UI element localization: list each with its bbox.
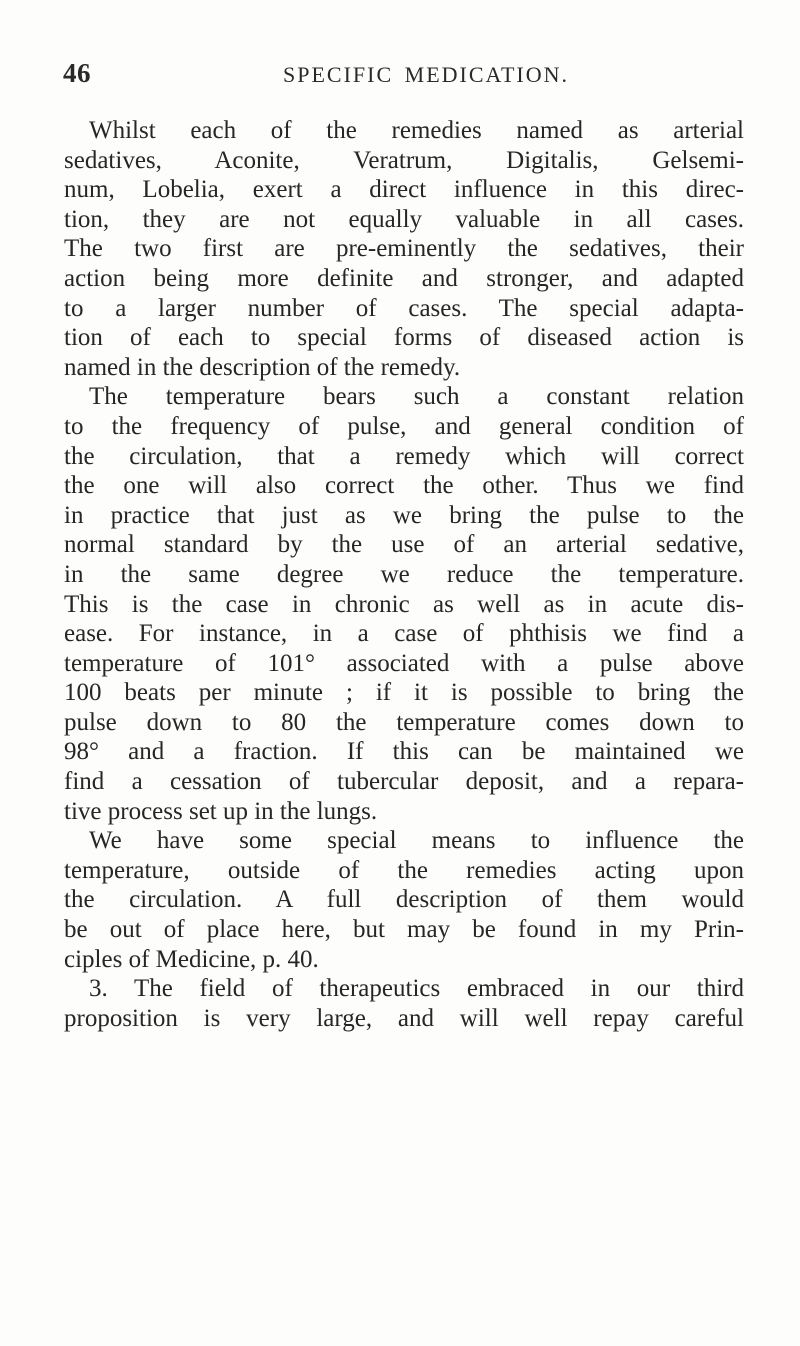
text-line: The temperature bears such a constant relation [89, 383, 744, 411]
text-line: This is the case in chronic as well as in acute dis- [64, 590, 744, 618]
text-line: normal standard by the use of an arterial sedative, [64, 531, 744, 559]
text-line: tion of each to special forms of diseased action is [64, 324, 744, 352]
page-number: 46 [63, 58, 91, 88]
text-line: pulse down to 80 the temperature comes down to [64, 708, 744, 736]
text-line: ciples of Medicine, p. 40. [64, 945, 319, 973]
text-line: sedatives, Aconite, Veratrum, Digitalis, Gelsemi- [64, 146, 744, 174]
body-text [64, 116, 744, 1033]
text-line: 98° and a fraction. If this can be maintained we [64, 738, 744, 766]
text-line: to the frequency of pulse, and general condition of [64, 412, 744, 440]
text-line: be out of place here, but may be found in my Prin- [64, 916, 744, 944]
text-line: find a cessation of tubercular deposit, and a repara- [64, 768, 744, 796]
text-line: tive process set up in the lungs. [64, 797, 378, 825]
text-line: ease. For instance, in a case of phthisis we find a [64, 620, 744, 648]
running-head: SPECIFIC MEDICATION. [283, 62, 570, 87]
page-header [63, 58, 737, 98]
text-line: num, Lobelia, exert a direct influence in this direc- [64, 176, 744, 204]
text-line: 100 beats per minute ; if it is possible to bring the [64, 679, 744, 707]
text-line: The two first are pre-eminently the sedatives, their [64, 235, 744, 263]
text-line: We have some special means to influence the [89, 827, 744, 855]
text-line: action being more definite and stronger, and adapted [64, 264, 744, 292]
text-line: in practice that just as we bring the pulse to the [64, 501, 744, 529]
text-line: temperature, outside of the remedies acting upon [64, 856, 744, 884]
text-line: 3. The field of therapeutics embraced in our third [89, 975, 744, 1003]
text-line: the circulation. A full description of them would [64, 886, 744, 914]
text-line: the one will also correct the other. Thus we find [64, 472, 744, 500]
text-line: Whilst each of the remedies named as arterial [89, 117, 744, 144]
text-line: tion, they are not equally valuable in all cases. [64, 205, 744, 233]
text-line: proposition is very large, and will well repay careful [64, 1004, 744, 1032]
text-line: to a larger number of cases. The special adapta- [64, 294, 744, 322]
text-line: named in the description of the remedy. [64, 353, 461, 381]
text-line: the circulation, that a remedy which will correct [64, 442, 744, 470]
text-line: in the same degree we reduce the temperature. [64, 560, 744, 588]
text-line: temperature of 101° associated with a pulse above [64, 649, 744, 677]
